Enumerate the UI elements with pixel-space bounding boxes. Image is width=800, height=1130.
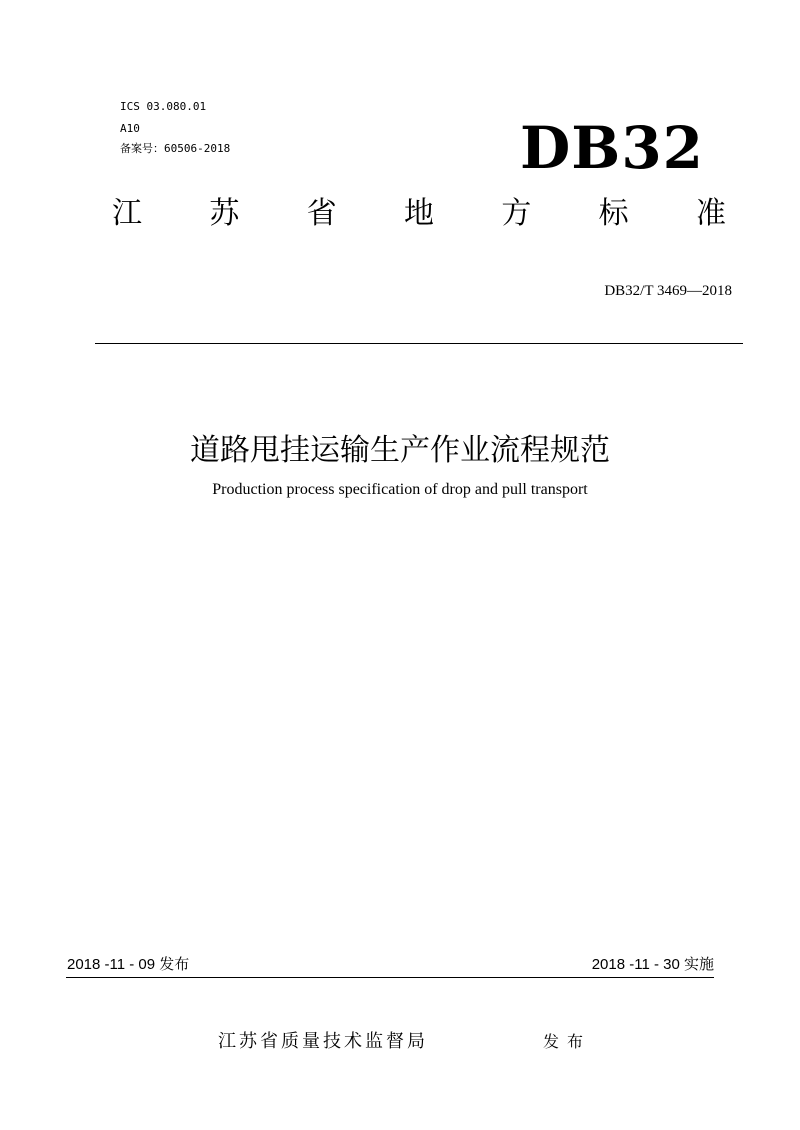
standard-type-char: 江 [112, 196, 142, 231]
issuing-authority: 江苏省质量技术监督局 [218, 1031, 428, 1052]
db-code-logo: DB32 [520, 114, 705, 182]
ics-code: ICS 03.080.01 [120, 100, 207, 113]
standard-number: DB32/T 3469—2018 [604, 283, 732, 299]
ccs-code: A10 [120, 122, 140, 135]
standard-type-char: 地 [403, 196, 434, 231]
standard-type-heading [112, 185, 726, 235]
implementation-date: 2018 -11 - 30 实施 [591, 956, 714, 973]
title-english: Production process specification of drop and pull transport [212, 481, 588, 498]
standard-type-char: 省 [306, 196, 337, 231]
bottom-divider [66, 977, 714, 978]
issue-date: 2018 -11 - 09 发布 [67, 956, 190, 973]
standard-type-char: 苏 [209, 196, 240, 231]
standard-type-char: 方 [501, 196, 532, 231]
standard-type-char: 标 [598, 196, 629, 231]
filing-number: 备案号：60506-2018 [120, 142, 231, 155]
top-divider [95, 343, 743, 344]
standard-type-char: 准 [695, 196, 726, 231]
title-chinese: 道路甩挂运输生产作业流程规范 [190, 433, 610, 468]
issue-label: 发布 [543, 1032, 592, 1051]
